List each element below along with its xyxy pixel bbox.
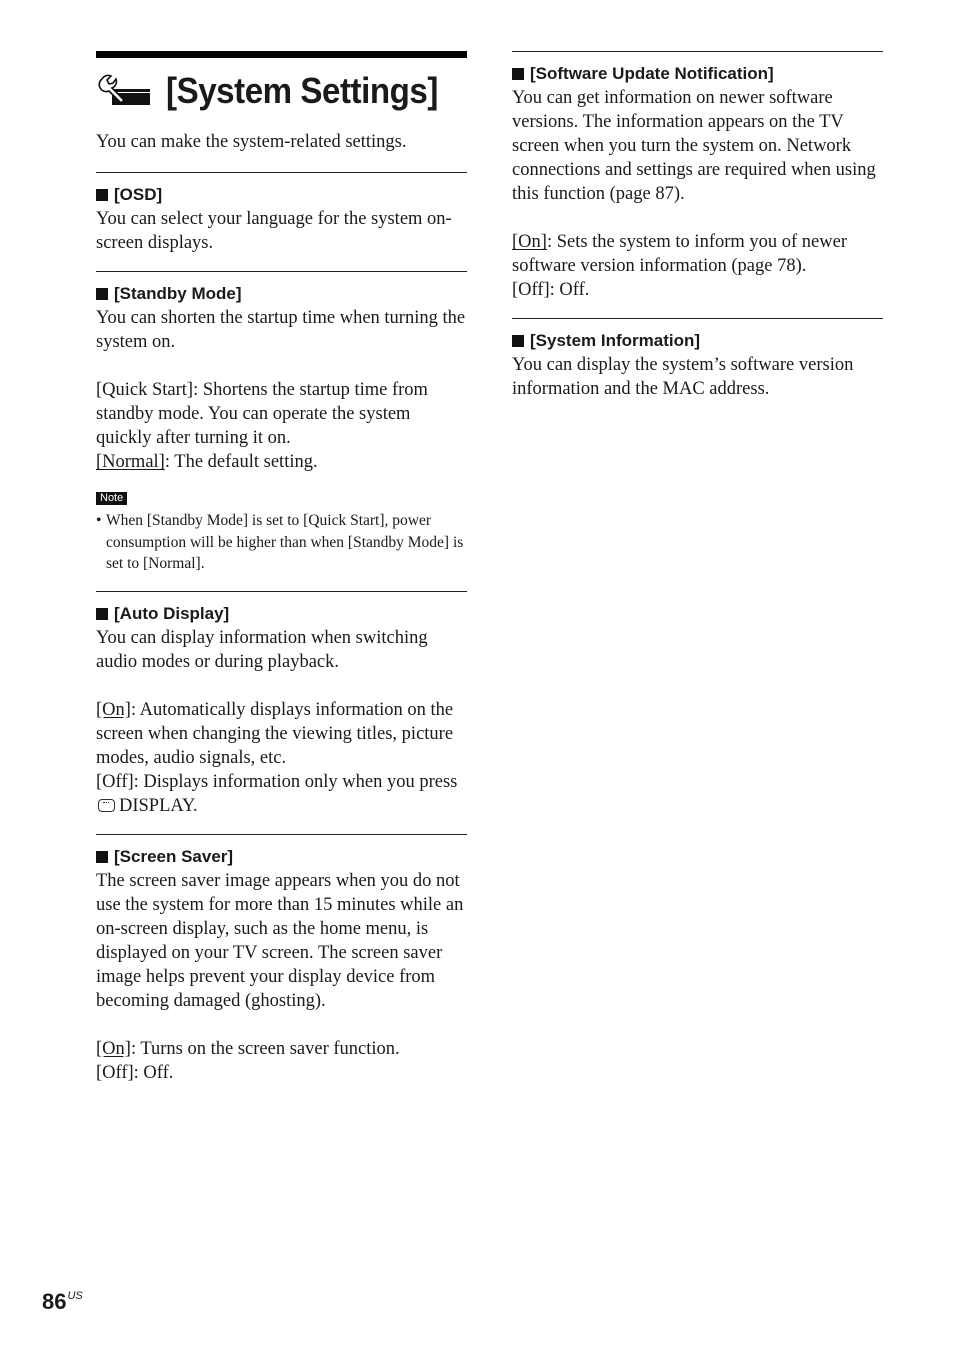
section-system-information: [512, 318, 883, 417]
option-off: [Off]: Off.: [96, 1062, 174, 1083]
section-heading: [96, 603, 467, 625]
page-title: [System Settings]: [166, 70, 438, 111]
title-row: [96, 60, 467, 122]
heading-text: [Software Update Notification]: [530, 64, 774, 83]
bullet-dot-icon: •: [96, 512, 102, 529]
option-on: [96, 698, 467, 770]
section-screen-saver: [96, 834, 467, 1101]
section-heading: [512, 63, 883, 85]
option-text-end: DISPLAY.: [119, 795, 198, 816]
heading-text: [Screen Saver]: [114, 846, 234, 866]
heading-text: [OSD]: [114, 185, 163, 204]
square-bullet-icon: [512, 335, 524, 347]
option-on: [96, 1037, 467, 1061]
section-body: You can shorten the startup time when turning the system on.: [96, 308, 466, 352]
option-text: : Turns on the screen saver function.: [130, 1038, 400, 1059]
heading-text: [Auto Display]: [114, 603, 230, 623]
option-label: [Quick Start]: [96, 380, 194, 400]
section-heading: [96, 184, 467, 206]
wrench-toolbox-icon: [98, 73, 152, 109]
option-text: : The default setting.: [164, 452, 318, 472]
option-normal: [96, 450, 467, 474]
page-number: [42, 1283, 83, 1315]
section-heading: [96, 283, 467, 305]
page-number-value: 86: [42, 1289, 67, 1314]
section-body: You can get information on newer software versions. The information appears on the TV screen when you turn the system on. Network connections and settings are required when using this function (page 87).: [512, 88, 876, 204]
section-heading: [512, 330, 883, 352]
square-bullet-icon: [96, 851, 108, 863]
section-body: The screen saver image appears when you do not use the system for more than 15 minutes while an on-screen display, such as the home menu, is displayed on your TV screen. The screen saver image helps prevent your display device from becoming damaged (ghosting).: [96, 870, 464, 1011]
note-text: When [Standby Mode] is set to [Quick Start], power consumption will be higher than when [Standby Mode] is set to [Normal].: [106, 512, 464, 572]
option-off: [96, 770, 467, 818]
square-bullet-icon: [96, 189, 108, 201]
right-column: [512, 51, 883, 417]
option-text: : Shortens the startup time from standby mode. You can operate the system quickly after turning it on.: [96, 380, 428, 448]
default-option-label: [On]: [96, 699, 131, 720]
remote-button-icon: [98, 799, 115, 812]
note-item: [96, 510, 467, 575]
default-option-label: [On]: [512, 232, 547, 252]
intro-text: You can make the system-related settings.: [96, 132, 407, 152]
heading-text: [Standby Mode]: [114, 284, 242, 303]
default-option-label: [On]: [96, 1038, 131, 1059]
option-text: : Automatically displays information on the screen when changing the viewing titles, picture modes, audio signals, etc.: [96, 699, 454, 768]
section-body: You can select your language for the system on-screen displays.: [96, 209, 452, 253]
option-off: [Off]: Off.: [512, 280, 590, 300]
section-osd: [96, 172, 467, 271]
square-bullet-icon: [96, 288, 108, 300]
page-region-suffix: US: [67, 1290, 83, 1302]
option-on: [512, 230, 883, 278]
section-heading: [96, 846, 467, 868]
section-software-update: [512, 51, 883, 318]
section-standby-mode: [96, 271, 467, 591]
square-bullet-icon: [512, 68, 524, 80]
option-quick-start: [96, 378, 467, 450]
section-body: You can display the system’s software version information and the MAC address.: [512, 355, 854, 399]
note-badge: Note: [96, 492, 127, 505]
left-column: [96, 51, 467, 1101]
section-auto-display: [96, 591, 467, 834]
option-text: [Off]: Displays information only when you press: [96, 771, 458, 792]
section-body: You can display information when switching audio modes or during playback.: [96, 627, 428, 672]
option-text: : Sets the system to inform you of newer software version information (page 78).: [512, 232, 848, 276]
default-option-label: [Normal]: [96, 452, 165, 472]
square-bullet-icon: [96, 608, 108, 620]
title-rule: [96, 51, 467, 58]
heading-text: [System Information]: [530, 331, 701, 350]
